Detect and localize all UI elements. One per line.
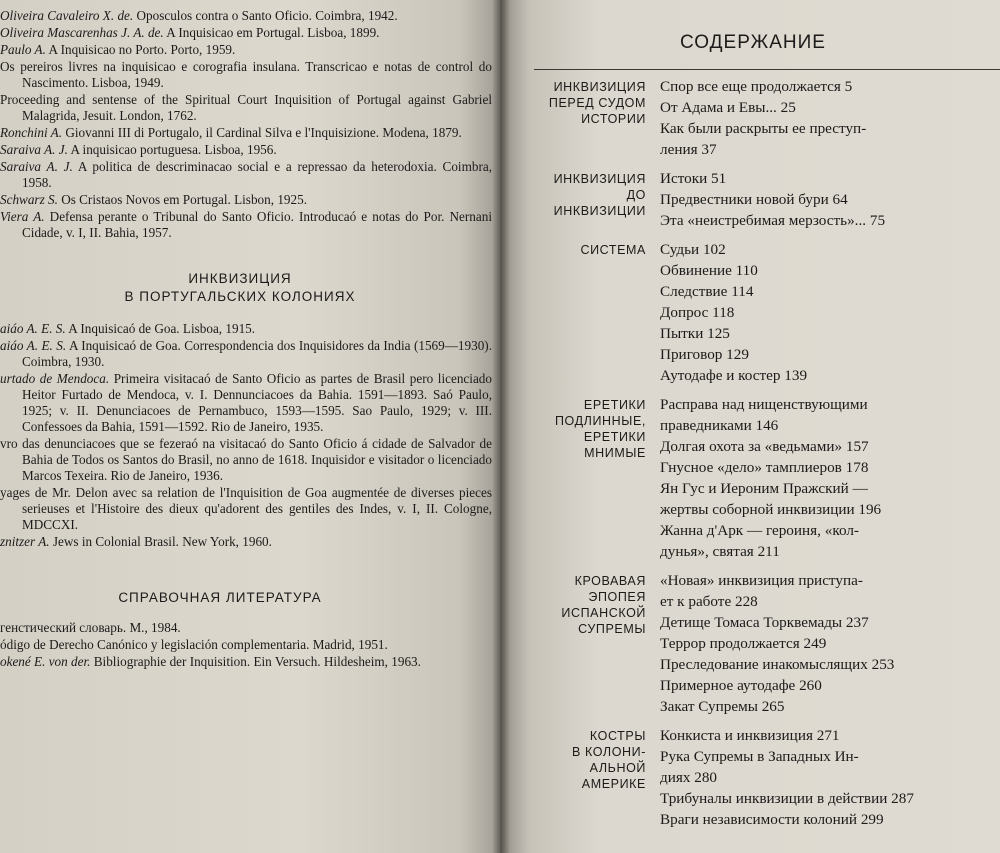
toc-part bbox=[500, 76, 1000, 160]
entry-author: aiáo A. E. S. bbox=[0, 338, 67, 353]
entry-author: urtado de Mendoca. bbox=[0, 371, 110, 386]
toc-part-items bbox=[660, 394, 990, 562]
toc-part-label-line: ЕРЕТИКИ bbox=[583, 430, 646, 444]
entry-author: Paulo A. bbox=[0, 42, 46, 57]
entry-text: A Inquisicaó de Goa. Lisboa, 1915. bbox=[65, 321, 256, 336]
toc-entry: Жанна д'Арк — героиня, «кол- bbox=[660, 522, 859, 539]
bibliography-entry bbox=[0, 42, 492, 58]
bibliography-entry bbox=[0, 92, 492, 124]
toc-title: СОДЕРЖАНИЕ bbox=[680, 32, 826, 53]
bibliography-entry bbox=[0, 209, 492, 241]
toc-part-label-line: ИНКВИЗИЦИИ bbox=[553, 204, 646, 218]
toc-entry: Спор все еще продолжается 5 bbox=[660, 78, 853, 95]
entry-author: aiáo A. E. S. bbox=[0, 321, 66, 336]
entry-author: Viera A. bbox=[0, 209, 45, 224]
bibliography-entry bbox=[0, 159, 492, 191]
entry-text: Bibliographie der Inquisition. Ein Versuch. Hildesheim, 1963. bbox=[90, 654, 421, 669]
toc-divider bbox=[534, 69, 1000, 70]
entry-author: Oliveira Mascarenhas J. A. de. bbox=[0, 25, 164, 40]
toc-entry: Судьи 102 bbox=[660, 241, 726, 258]
entry-text: A politica de descriminacao social e a repressao da heterodoxia. Coimbra, 1958. bbox=[22, 159, 492, 190]
toc-entry: Примерное аутодафе 260 bbox=[660, 677, 822, 694]
bibliography-entry bbox=[0, 485, 492, 533]
entry-text: Proceeding and sentense of the Spiritual Court Inquisition of Portugal against Gabriel Malagrida, Jesuit. London, 1762. bbox=[0, 92, 492, 123]
toc-entry: праведниками 146 bbox=[660, 417, 779, 434]
toc-part-label-line: АЛЬНОЙ bbox=[589, 761, 646, 775]
entry-author: Ronchini A. bbox=[0, 125, 63, 140]
heading-line: ИНКВИЗИЦИЯ bbox=[188, 271, 292, 286]
entry-text: A inquisicao portuguesa. Lisboa, 1956. bbox=[67, 142, 277, 157]
toc-entry: Рука Супремы в Западных Ин- bbox=[660, 748, 859, 765]
toc-part bbox=[500, 570, 1000, 717]
toc-part bbox=[500, 168, 1000, 231]
toc-entry: диях 280 bbox=[660, 769, 718, 786]
toc-part bbox=[500, 725, 1000, 830]
bibliography-entry bbox=[0, 321, 492, 337]
toc-part-label-line: СИСТЕМА bbox=[580, 243, 646, 257]
bibliography-entry bbox=[0, 59, 492, 91]
bibliography-portugal bbox=[0, 8, 492, 242]
entry-text: Jews in Colonial Brasil. New York, 1960. bbox=[49, 534, 272, 549]
entry-author: Oliveira Cavaleiro X. de. bbox=[0, 8, 134, 23]
entry-text: Oposculos contra o Santo Oficio. Coimbra, 1942. bbox=[133, 8, 398, 23]
toc-part-label-line: ДО bbox=[626, 188, 646, 202]
toc-part-items bbox=[660, 725, 990, 830]
toc-part-label-line: МНИМЫЕ bbox=[584, 446, 646, 460]
entry-text: A Inquisicao no Porto. Porto, 1959. bbox=[45, 42, 236, 57]
toc-part-label-line: В КОЛОНИ- bbox=[571, 745, 646, 759]
toc-entry: Закат Супремы 265 bbox=[660, 698, 785, 715]
toc-part-items bbox=[660, 239, 990, 386]
toc-entry: Допрос 118 bbox=[660, 304, 735, 321]
toc-entry: Террор продолжается 249 bbox=[660, 635, 827, 652]
toc-entry: Ян Гус и Иероним Пражский — bbox=[660, 480, 868, 497]
entry-text: A Inquisicao em Portugal. Lisboa, 1899. bbox=[163, 25, 380, 40]
heading-line: В ПОРТУГАЛЬСКИХ КОЛОНИЯХ bbox=[124, 289, 356, 304]
toc-part bbox=[500, 394, 1000, 562]
toc-part-label-line: АМЕРИКЕ bbox=[581, 777, 646, 791]
toc-entry: «Новая» инквизиция приступа- bbox=[660, 572, 863, 589]
toc-entry: Следствие 114 bbox=[660, 283, 754, 300]
toc-entry: Конкиста и инквизиция 271 bbox=[660, 727, 840, 744]
entry-text: A Inquisicaó de Goa. Correspondencia dos Inquisidores da India (1569—1930). Coimbra, 1930. bbox=[22, 338, 492, 369]
toc-entry: Детище Томаса Торквемады 237 bbox=[660, 614, 869, 631]
entry-author: Saraiva A. J. bbox=[0, 142, 68, 157]
toc-part-label-line: ПОДЛИННЫЕ, bbox=[554, 414, 646, 428]
toc-part-label-line: КОСТРЫ bbox=[589, 729, 646, 743]
toc-part-label-line: ИСТОРИИ bbox=[581, 112, 646, 126]
toc-part-label-line: ЭПОПЕЯ bbox=[588, 590, 646, 604]
toc-part-items bbox=[660, 570, 990, 717]
bibliography-entry bbox=[0, 338, 492, 370]
entry-text: Giovanni III di Portugalo, il Cardinal Silva e l'Inquisizione. Modena, 1879. bbox=[62, 125, 462, 140]
entry-text: Os Cristaos Novos em Portugal. Lisbon, 1925. bbox=[57, 192, 307, 207]
toc-part-label bbox=[500, 168, 660, 231]
toc-part bbox=[500, 239, 1000, 386]
toc-entry: ления 37 bbox=[660, 141, 717, 158]
toc-entry: ет к работе 228 bbox=[660, 593, 758, 610]
heading-portuguese-colonies bbox=[90, 270, 390, 306]
entry-text: yages de Mr. Delon avec sa relation de l'Inquisition de Goa augmentée de diverses pieces serieuses et l'Histoire des dieux qu'adorent des gentiles des Indes, v. I, II. Cologne, MDCCXI. bbox=[0, 485, 492, 532]
toc-entry: Обвинение 110 bbox=[660, 262, 758, 279]
bibliography-entry bbox=[0, 534, 492, 550]
bibliography-entry bbox=[0, 436, 492, 484]
entry-text: ódigo de Derecho Canónico y legislación complementaria. Madrid, 1951. bbox=[0, 637, 388, 652]
entry-text: Os pereiros livres na inquisicao e corografia insulana. Transcricao e notas de control do Nascimento. Lisboa, 1949. bbox=[0, 59, 492, 90]
bibliography-entry bbox=[0, 637, 492, 653]
table-of-contents bbox=[500, 76, 1000, 838]
toc-entry: жертвы соборной инквизиции 196 bbox=[660, 501, 882, 518]
bibliography-reference bbox=[0, 620, 492, 671]
toc-entry: Долгая охота за «ведьмами» 157 bbox=[660, 438, 869, 455]
toc-part-items bbox=[660, 76, 990, 160]
toc-entry: Преследование инакомыслящих 253 bbox=[660, 656, 895, 673]
heading-reference-literature: СПРАВОЧНАЯ ЛИТЕРАТУРА bbox=[118, 590, 322, 605]
bibliography-entry bbox=[0, 371, 492, 435]
toc-entry: Как были раскрыты ее преступ- bbox=[660, 120, 867, 137]
toc-part-label-line: ИНКВИЗИЦИЯ bbox=[553, 80, 646, 94]
entry-text: Primeira visitacaó de Santo Oficio as partes de Brasil pero licenciado Heitor Furtado de Mendoca, v. I. Dennunciacoes da Bahia. 1591—1893. Saó Paulo, 1925; v. II. Denunciacoes de Pernambuco, 1593—1595. Sao Paulo, 1929; v. III. Confessoes da Bahia, 1591—1592. Rio de Janeiro, 1935. bbox=[22, 371, 492, 434]
toc-part-items bbox=[660, 168, 990, 231]
toc-part-label bbox=[500, 76, 660, 160]
toc-part-label-line: ЕРЕТИКИ bbox=[583, 398, 646, 412]
toc-entry: Пытки 125 bbox=[660, 325, 730, 342]
toc-part-label bbox=[500, 570, 660, 717]
bibliography-entry bbox=[0, 192, 492, 208]
toc-entry: Эта «неистребимая мерзость»... 75 bbox=[660, 212, 886, 229]
toc-part-label-line: ИСПАНСКОЙ bbox=[561, 606, 646, 620]
toc-part-label-line: ПЕРЕД СУДОМ bbox=[548, 96, 646, 110]
toc-part-label-line: СУПРЕМЫ bbox=[578, 622, 646, 636]
bibliography-entry bbox=[0, 8, 492, 24]
toc-entry: дунья», святая 211 bbox=[660, 543, 780, 560]
entry-text: Defensa perante o Tribunal do Santo Oficio. Introducaó e notas do Por. Nernani Cidade, v. I, II. Bahia, 1957. bbox=[22, 209, 492, 240]
right-page bbox=[500, 0, 1000, 853]
bibliography-entry bbox=[0, 142, 492, 158]
bibliography-entry bbox=[0, 25, 492, 41]
toc-part-label bbox=[500, 239, 660, 386]
toc-part-label-line: КРОВАВАЯ bbox=[574, 574, 646, 588]
toc-part-label-line: ИНКВИЗИЦИЯ bbox=[553, 172, 646, 186]
toc-part-label bbox=[500, 394, 660, 562]
entry-text: генстический словарь. М., 1984. bbox=[0, 620, 181, 635]
toc-entry: От Адама и Евы... 25 bbox=[660, 99, 796, 116]
entry-text: vro das denunciacoes que se fezeraó na visitacaó do Santo Oficio á cidade de Salvador de Bahia de Todos os Santos do Brasil, no anno de 1618. Inquisidor e visitador o licenciado Marcos Texeira. Rio de Janeiro, 1936. bbox=[0, 436, 492, 483]
entry-author: Saraiva A. J. bbox=[0, 159, 73, 174]
bibliography-colonies bbox=[0, 321, 492, 551]
toc-entry: Трибуналы инквизиции в действии 287 bbox=[660, 790, 914, 807]
toc-entry: Гнусное «дело» тамплиеров 178 bbox=[660, 459, 869, 476]
bibliography-entry bbox=[0, 620, 492, 636]
toc-entry: Расправа над нищенствующими bbox=[660, 396, 868, 413]
toc-part-label bbox=[500, 725, 660, 830]
toc-entry: Приговор 129 bbox=[660, 346, 749, 363]
entry-author: znitzer A. bbox=[0, 534, 50, 549]
entry-author: okené E. von der. bbox=[0, 654, 91, 669]
toc-entry: Аутодафе и костер 139 bbox=[660, 367, 808, 384]
bibliography-entry bbox=[0, 125, 492, 141]
bibliography-entry bbox=[0, 654, 492, 670]
toc-entry: Истоки 51 bbox=[660, 170, 727, 187]
toc-entry: Враги независимости колоний 299 bbox=[660, 811, 884, 828]
entry-author: Schwarz S. bbox=[0, 192, 58, 207]
toc-entry: Предвестники новой бури 64 bbox=[660, 191, 848, 208]
